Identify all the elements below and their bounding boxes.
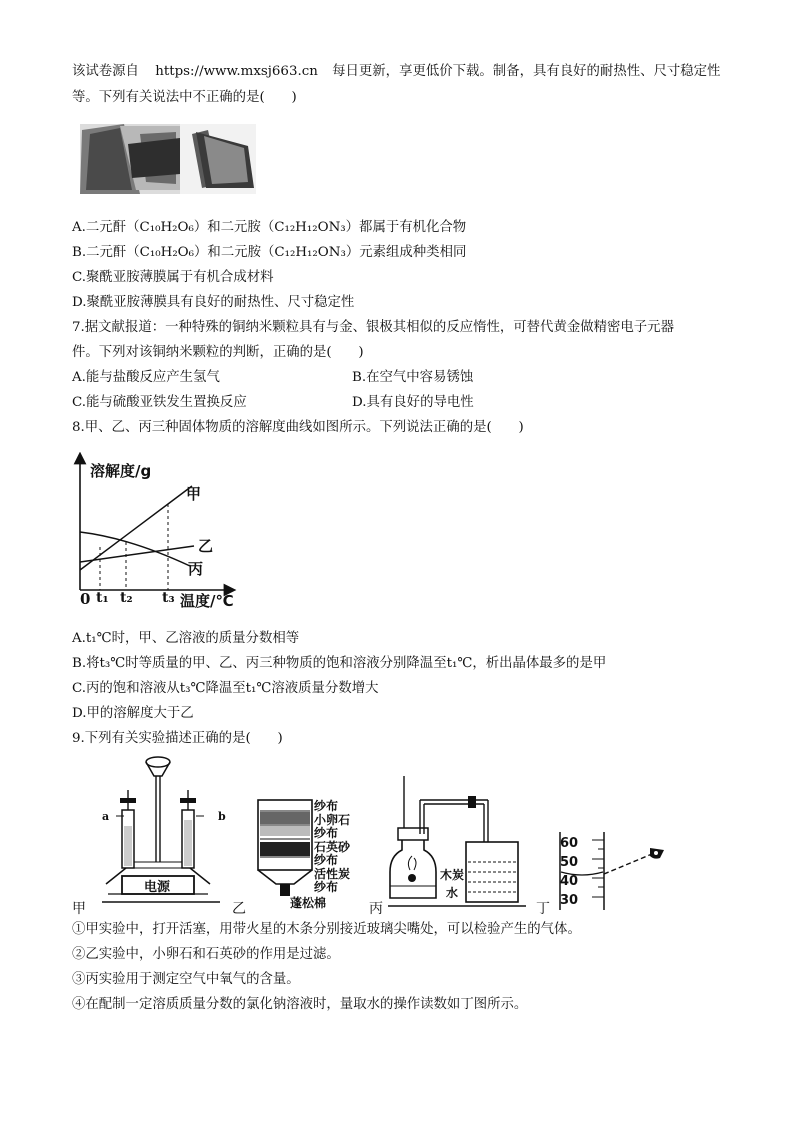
chart-tick-t1: t₁	[96, 590, 109, 606]
source-url[interactable]: https://www.mxsj663.cn	[155, 64, 318, 79]
yi-layer-4: 石英砂	[314, 839, 351, 854]
yi-layer-3: 纱布	[314, 826, 339, 840]
fig-label-yi: 乙	[232, 901, 246, 917]
question-6-stem: 等。下列有关说法中不正确的是( )	[72, 90, 297, 105]
jia-label-a: a	[102, 810, 110, 823]
yi-layer-5: 纱布	[314, 853, 339, 867]
chart-tick-t3: t₃	[162, 590, 175, 606]
header-line-1	[72, 62, 720, 82]
yi-layer-1: 纱布	[314, 799, 339, 813]
q8-option-c: C.丙的饱和溶液从t₃℃降温至t₁℃溶液质量分数增大	[72, 681, 379, 696]
yi-layer-6: 活性炭	[314, 866, 351, 881]
yi-layer-2: 小卵石	[314, 812, 351, 827]
fig-label-jia: 甲	[72, 901, 86, 917]
chart-tick-t2: t₂	[120, 590, 133, 606]
chart-origin: 0	[80, 590, 91, 608]
q8-option-d: D.甲的溶解度大于乙	[72, 706, 194, 721]
chart-series-bing: 丙	[188, 560, 204, 578]
yi-layer-7: 纱布	[314, 880, 339, 894]
q9-statement-3: ③丙实验用于测定空气中氧气的含量。	[72, 972, 300, 987]
source-label: 该试卷源自	[72, 64, 139, 79]
ding-scale-60: 60	[560, 836, 579, 851]
chart-series-yi: 乙	[198, 537, 214, 555]
q9-stem: 9.下列有关实验描述正确的是( )	[72, 731, 283, 746]
curve-jia	[80, 486, 192, 570]
q7-stem-line1: 7.据文献报道：一种特殊的铜纳米颗粒具有与金、银极其相似的反应惰性，可替代黄金做精密电子元器	[72, 320, 674, 335]
q9-statement-2: ②乙实验中，小卵石和石英砂的作用是过滤。	[72, 947, 340, 962]
yi-layer-labels	[314, 800, 350, 895]
q7-option-b: B.在空气中容易锈蚀	[352, 370, 474, 385]
q6-option-a: A.二元酐（C₁₀H₂O₆）和二元胺（C₁₂H₁₂ON₃）都属于有机化合物	[72, 220, 467, 235]
jia-power-label: 电源	[144, 880, 171, 895]
ding-scale-40: 40	[560, 874, 579, 889]
fig-yi-filter	[252, 796, 322, 902]
q9-statement-4: ④在配制一定溶质质量分数的氯化钠溶液时，量取水的操作读数如丁图所示。	[72, 997, 528, 1012]
fig-label-ding: 丁	[536, 901, 550, 917]
bing-charcoal-label: 木炭	[440, 868, 465, 882]
fig-label-bing: 丙	[369, 901, 383, 917]
q6-option-d: D.聚酰亚胺薄膜具有良好的耐热性、尺寸稳定性	[72, 295, 355, 310]
q6-option-b: B.二元酐（C₁₀H₂O₆）和二元胺（C₁₂H₁₂ON₃）元素组成种类相同	[72, 245, 467, 260]
polyimide-film-photo	[80, 124, 256, 194]
ding-scale-30: 30	[560, 893, 579, 908]
promo-text: 每日更新，享更低价下载。制备，具有良好的耐热性、尺寸稳定性	[332, 64, 721, 79]
q7-option-c: C.能与硫酸亚铁发生置换反应	[72, 395, 247, 410]
bing-water-label: 水	[446, 886, 459, 900]
q8-option-a: A.t₁℃时，甲、乙溶液的质量分数相等	[72, 631, 300, 646]
q8-option-b: B.将t₃℃时等质量的甲、乙、丙三种物质的饱和溶液分别降温至t₁℃，析出晶体最多的是甲	[72, 656, 607, 671]
jia-label-b: b	[218, 810, 226, 823]
ding-scale-50: 50	[560, 855, 579, 870]
q7-stem-line2: 件。下列对该铜纳米颗粒的判断，正确的是( )	[72, 345, 364, 360]
q6-option-c: C.聚酰亚胺薄膜属于有机合成材料	[72, 270, 274, 285]
chart-xlabel: 温度/℃	[180, 592, 234, 610]
q7-option-d: D.具有良好的导电性	[352, 395, 474, 410]
q8-stem: 8.甲、乙、丙三种固体物质的溶解度曲线如图所示。下列说法正确的是( )	[72, 420, 524, 435]
chart-ylabel: 溶解度/g	[90, 462, 152, 480]
yi-bottom-label: 蓬松棉	[290, 896, 327, 910]
chart-series-jia: 甲	[186, 485, 202, 503]
q7-option-a: A.能与盐酸反应产生氢气	[72, 370, 220, 385]
ding-scale	[560, 834, 578, 910]
q9-statement-1: ①甲实验中，打开活塞，用带火星的木条分别接近玻璃尖嘴处，可以检验产生的气体。	[72, 922, 581, 937]
